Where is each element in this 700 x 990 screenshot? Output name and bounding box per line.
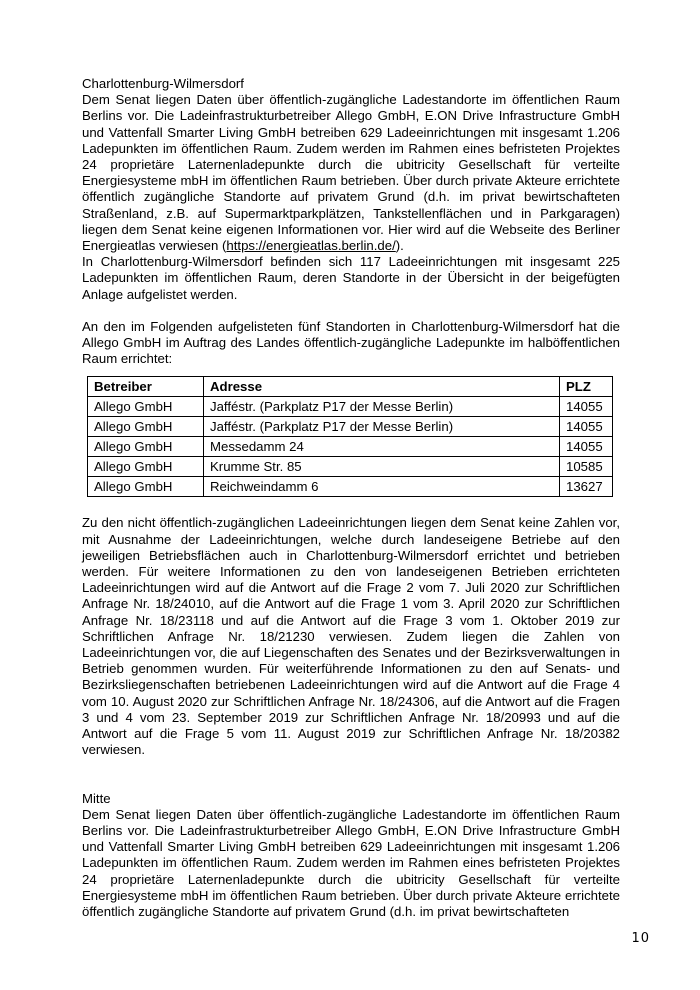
document-page [82, 76, 620, 920]
page-number: 10 [631, 931, 650, 946]
table-row [88, 417, 613, 437]
cell-operator: Allego GmbH [88, 477, 204, 497]
cell-operator: Allego GmbH [88, 417, 204, 437]
cell-address: Messedamm 24 [204, 437, 560, 457]
paragraph-non-public-charging: Zu den nicht öffentlich-zugänglichen Ladeeinrichtungen liegen dem Senat keine Zahlen vor, mit Ausnahme der Ladeeinrichtungen, welche durch landeseigene Betriebe auf den jeweiligen Betriebsflächen auch in Charlottenburg-Wilmersdorf errichtet und betrieben werden. Für weitere Informationen zu den von landeseigenen Betrieben errichteten Ladeeinrichtungen wird auf die Antwort auf die Frage 2 vom 7. Juli 2020 zur Schriftlichen Anfrage Nr. 18/24010, auf die Antwort auf die Frage 1 vom 3. April 2020 zur Schriftlichen Anfrage Nr. 18/23118 und auf die Antwort auf die Frage 3 vom 1. Oktober 2019 zur Schriftlichen Anfrage Nr. 18/21230 verwiesen. Zudem liegen die Zahlen von Ladeeinrichtungen vor, die auf Liegenschaften des Senates und der Bezirksverwaltungen in Betrieb genommen wurden. Für weiterführende Informationen zu den auf Senats- und Bezirksliegenschaften betriebenen Ladeeinrichtungen wird auf die Antwort auf die Frage 4 vom 10. August 2020 zur Schriftlichen Anfrage Nr. 18/24306, auf die Antwort auf die Fragen 3 und 4 vom 23. September 2019 zur Schriftlichen Anfrage Nr. 18/20993 und auf die Antwort auf die Frage 5 vom 11. August 2019 zur Schriftlichen Anfrage Nr. 18/20382 verwiesen. [82, 515, 620, 758]
paragraph-charlottenburg-count: In Charlottenburg-Wilmersdorf befinden sich 117 Ladeeinrichtungen mit insgesamt 225 Ladepunkten im öffentlichen Raum, deren Standorte in der Übersicht in der beigefügten Anlage aufgelistet werden. [82, 254, 620, 302]
paragraph-text: Dem Senat liegen Daten über öffentlich-zugängliche Ladestandorte im öffentlichen Raum Berlins vor. Die Ladeinfrastrukturbetreiber Allego GmbH, E.ON Drive Infrastructure GmbH und Vattenfall Smarter Living GmbH betreiben 629 Ladeeinrichtungen mit insgesamt 1.206 Ladepunkten im öffentlichen Raum. Zudem werden im Rahmen eines befristeten Projektes 24 proprietäre Laternenladepunkte durch die ubitricity Gesellschaft für verteilte Energiesysteme mbH im öffentlichen Raum betrieben. Über durch private Akteure errichtete öffentlich zugängliche Standorte auf privatem Grund (d.h. im privat bewirtschafteten Straßenland, z.B. auf Supermarktparkplätzen, Tankstellenflächen und in Parkgaragen) liegen dem Senat keine eigenen Informationen vor. Hier wird auf die Webseite des Berliner Energieatlas verwiesen ( [82, 92, 620, 254]
table-row [88, 477, 613, 497]
cell-address: Jafféstr. (Parkplatz P17 der Messe Berlin) [204, 397, 560, 417]
cell-zip: 14055 [560, 417, 613, 437]
cell-address: Krumme Str. 85 [204, 457, 560, 477]
column-header-zip: PLZ [560, 377, 613, 397]
section-heading-mitte: Mitte [82, 790, 111, 806]
cell-address: Jafféstr. (Parkplatz P17 der Messe Berlin) [204, 417, 560, 437]
operator-table [87, 376, 613, 497]
cell-zip: 14055 [560, 437, 613, 457]
table-row [88, 457, 613, 477]
table-row [88, 397, 613, 417]
column-header-operator: Betreiber [88, 377, 204, 397]
cell-operator: Allego GmbH [88, 457, 204, 477]
section-heading-charlottenburg: Charlottenburg-Wilmersdorf [82, 76, 244, 91]
table-row [88, 437, 613, 457]
cell-address: Reichweindamm 6 [204, 477, 560, 497]
column-header-address: Adresse [204, 377, 560, 397]
paragraph-text-end: ). [395, 238, 404, 254]
energieatlas-link[interactable]: https://energieatlas.berlin.de/ [226, 238, 396, 254]
cell-zip: 13627 [560, 477, 613, 497]
paragraph-allego-locations: An den im Folgenden aufgelisteten fünf Standorten in Charlottenburg-Wilmersdorf hat die Allego GmbH im Auftrag des Landes öffentlich-zugängliche Ladepunkte im halböffentlichen Raum errichtet: [82, 318, 620, 367]
paragraph-mitte-public-charging: Dem Senat liegen Daten über öffentlich-zugängliche Ladestandorte im öffentlichen Raum Berlins vor. Die Ladeinfrastrukturbetreiber Allego GmbH, E.ON Drive Infrastructure GmbH und Vattenfall Smarter Living GmbH betreiben 629 Ladeeinrichtungen mit insgesamt 1.206 Ladepunkten im öffentlichen Raum. Zudem werden im Rahmen eines befristeten Projektes 24 proprietäre Laternenladepunkte durch die ubitricity Gesellschaft für verteilte Energiesysteme mbH im öffentlichen Raum betrieben. Über durch private Akteure errichtete öffentlich zugängliche Standorte auf privatem Grund (d.h. im privat bewirtschafteten [82, 806, 620, 919]
paragraph-public-charging-data [82, 92, 620, 254]
table-header-row [88, 377, 613, 397]
cell-zip: 14055 [560, 397, 613, 417]
cell-operator: Allego GmbH [88, 397, 204, 417]
cell-zip: 10585 [560, 457, 613, 477]
cell-operator: Allego GmbH [88, 437, 204, 457]
